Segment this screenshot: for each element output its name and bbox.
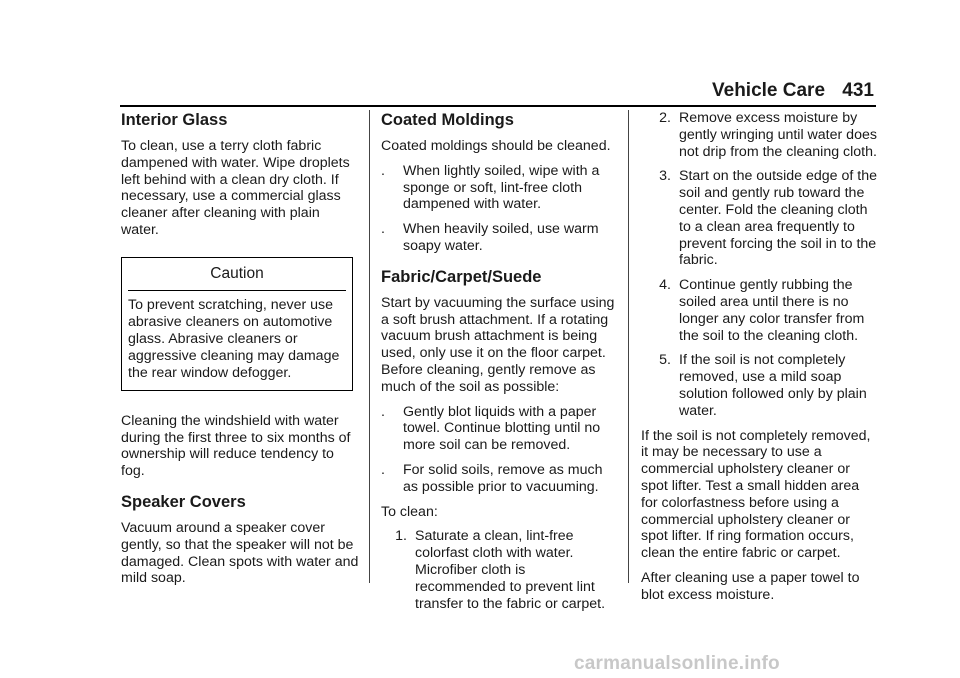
after-cleaning-paragraph: After cleaning use a paper towel to blot excess moisture. [641,569,860,603]
column-divider-1 [369,110,370,583]
step-number: 2. [659,110,671,126]
interior-glass-heading: Interior Glass [121,111,228,129]
watermark: carmanualsonline.info [574,653,780,674]
page-header [712,80,874,104]
numbered-step [641,352,877,419]
bullet-mark: . [381,403,385,420]
list-item [381,404,617,454]
column-divider-2 [628,110,629,583]
bullet-text: When lightly soiled, wipe with a sponge or soft, lint-free cloth dampened with water. [403,162,600,213]
numbered-step [641,277,877,344]
step-number: 5. [659,352,671,369]
upholstery-paragraph: If the soil is not completely removed, it may be necessary to use a commercial upholstery cleaner or spot lifter. Test a small hidden area for colorfastness before using a commercial upholstery cleaner or spot lifter. If ring formation occurs, clean the entire fabric or carpet. [641,427,871,562]
speaker-covers-body: Vacuum around a speaker cover gently, so that the speaker will not be damaged. Clean spots with water and mild soap. [121,519,359,587]
fabric-heading: Fabric/Carpet/Suede [381,267,542,286]
step-text: Continue gently rubbing the soiled area until there is no longer any color transfer from the soil to the cleaning cloth. [679,277,865,344]
step-number: 1. [395,528,407,545]
list-item [381,221,617,255]
numbered-step [381,528,617,612]
column-1 [121,110,359,587]
step-text: Remove excess moisture by gently wringing until water does not drip from the cleaning cloth. [679,110,877,160]
numbered-step [641,110,877,160]
page-number: 431 [842,80,874,101]
interior-glass-body: To clean, use a terry cloth fabric dampened with water. Wipe droplets left behind with a clean dry cloth. If necessary, use a commercial glass cleaner after cleaning with plain water. [121,138,350,238]
bullet-mark: . [381,162,385,179]
step-text: Saturate a clean, lint-free colorfast cloth with water. Microfiber cloth is recommended to prevent lint transfer to the fabric or carpet. [415,528,606,612]
step-number: 3. [659,168,671,185]
bullet-text: When heavily soiled, use warm soapy water. [403,221,599,254]
column-2 [381,110,617,612]
caution-body: To prevent scratching, never use abrasive cleaners on automotive glass. Abrasive cleaners or aggressive cleaning may damage the rear window defogger. [128,296,340,381]
fabric-body: Start by vacuuming the surface using a soft brush attachment. If a rotating vacuum brush attachment is being used, only use it on the floor carpet. Before cleaning, gently remove as much of the soil as possible: [381,294,615,395]
numbered-step [641,168,877,269]
windshield-note: Cleaning the windshield with water during the first three to six months of ownership will reduce tendency to fog. [121,412,351,480]
header-rule [120,105,876,107]
to-clean-label: To clean: [381,503,438,520]
coated-moldings-intro: Coated moldings should be cleaned. [381,138,611,154]
list-item [381,163,617,213]
step-number: 4. [659,277,671,294]
bullet-text: For solid soils, remove as much as possible prior to vacuuming. [403,461,603,495]
bullet-text: Gently blot liquids with a paper towel. Continue blotting until no more soil can be removed. [403,403,601,454]
caution-title: Caution [128,258,346,291]
caution-box [121,257,353,391]
bullet-mark: . [381,461,385,478]
coated-moldings-heading: Coated Moldings [381,111,514,129]
column-3 [641,110,877,604]
bullet-mark: . [381,221,385,238]
step-text: Start on the outside edge of the soil and gently rub toward the center. Fold the cleaning cloth to a clean area frequently to prevent forcing the soil in to the fabric. [679,168,877,269]
speaker-covers-heading: Speaker Covers [121,492,246,511]
list-item [381,462,617,496]
step-text: If the soil is not completely removed, use a mild soap solution followed only by plain water. [679,352,867,419]
section-title: Vehicle Care [712,80,826,101]
